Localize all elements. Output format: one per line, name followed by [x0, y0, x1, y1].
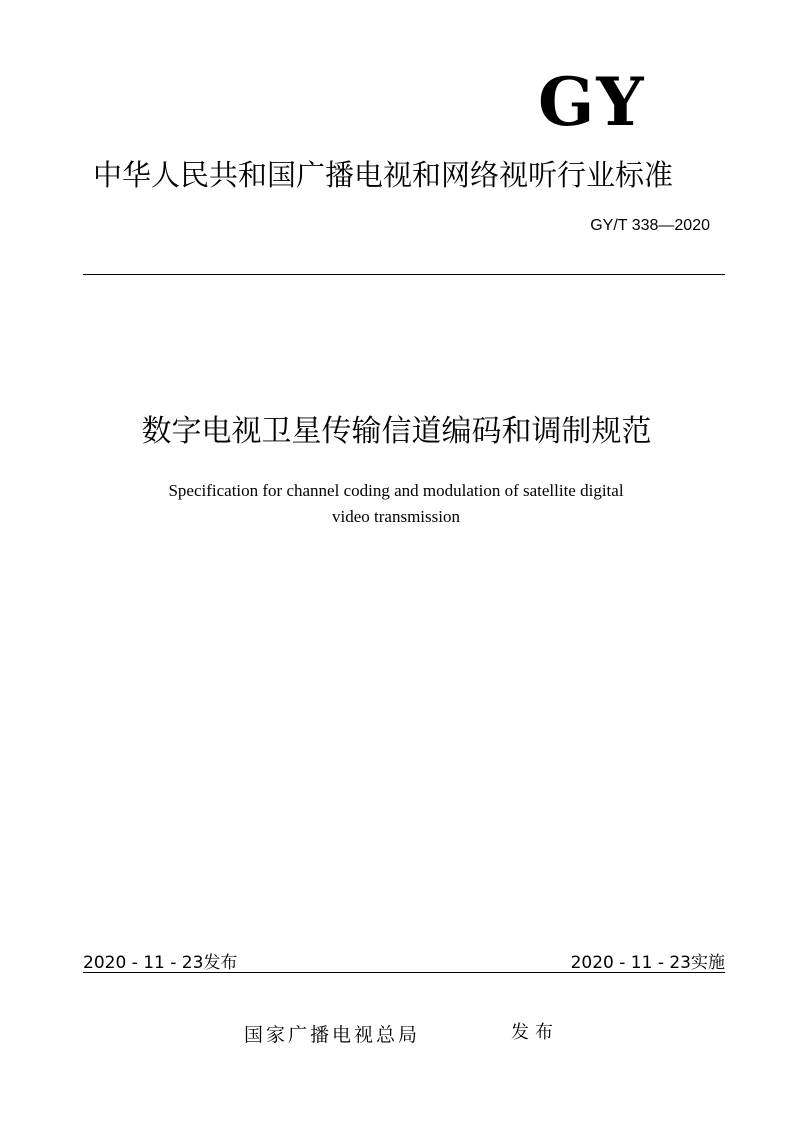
english-title-line-1: Specification for channel coding and modulation of satellite digital: [168, 481, 624, 500]
header-divider: [83, 274, 725, 275]
industry-standard-title: 中华人民共和国广播电视和网络视听行业标准: [93, 158, 674, 192]
standard-title-chinese: 数字电视卫星传输信道编码和调制规范: [141, 414, 652, 449]
english-title-line-2: video transmission: [332, 507, 460, 526]
standard-title-english: [96, 478, 696, 530]
standard-number: GY/T 338—2020: [590, 217, 710, 234]
issue-action: 发布: [511, 1022, 559, 1043]
gy-logo: GY: [538, 63, 646, 141]
issue-date: 2020 - 11 - 23发布: [83, 953, 238, 973]
footer-divider: [83, 972, 725, 973]
issuing-authority: 国家广播电视总局: [244, 1024, 421, 1046]
implementation-date: 2020 - 11 - 23实施: [570, 953, 725, 973]
